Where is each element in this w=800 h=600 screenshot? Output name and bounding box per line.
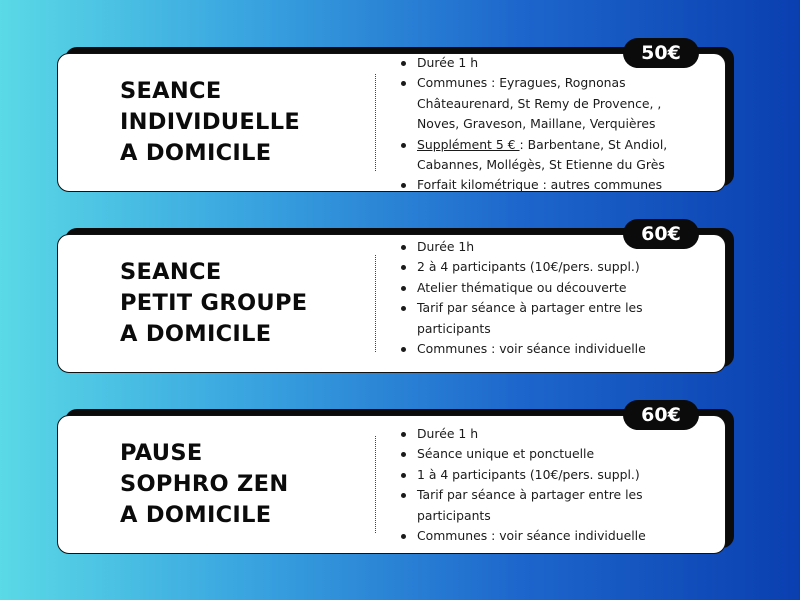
list-item-text: Communes : voir séance individuelle [417,341,646,357]
list-item [397,175,697,195]
offer-title-line: SOPHRO ZEN [120,471,289,497]
list-item-text: : Barbentane, St Andiol, Cabannes, Mollégès, St Etienne du Grès [417,136,668,173]
offer-title-line: SEANCE [120,78,222,104]
list-item-text: 1 à 4 participants (10€/pers. suppl.) [417,466,640,482]
offer-title [120,235,307,372]
list-item-text: Tarif par séance à partager entre les participants [417,487,643,523]
offer-details-list [397,424,697,546]
offer-title-line: PAUSE [120,440,203,466]
list-item-text: Communes : voir séance individuelle [417,528,646,544]
list-item-text: Durée 1 h [417,55,479,70]
offer-title-line: A DOMICILE [120,502,272,528]
list-item [397,298,697,339]
dotted-divider [375,74,376,171]
offer-title-line: SEANCE [120,259,222,285]
offer-title [120,54,300,191]
offer-title-line: PETIT GROUPE [120,290,308,316]
offer-title-line: INDIVIDUELLE [120,109,300,135]
supplement-label: Supplément 5 € [417,136,520,152]
list-item-text: 2 à 4 participants (10€/pers. suppl.) [417,259,640,275]
list-item-text: Forfait kilométrique : autres communes [417,177,663,193]
list-item [397,339,697,359]
list-item [397,278,697,298]
list-item-text: Durée 1h [417,239,475,254]
offer-card-pause-sophro-zen [57,400,728,560]
price-badge: 60€ [623,400,699,430]
list-item [397,485,697,526]
list-item-text: Durée 1 h [417,426,479,441]
offer-title-line: A DOMICILE [120,321,272,347]
offer-card-petit-groupe [57,219,728,379]
list-item-text: Tarif par séance à partager entre les participants [417,300,643,336]
offer-title [120,416,288,553]
list-item [397,465,697,485]
list-item [397,526,697,546]
dotted-divider [375,436,376,533]
price-badge: 60€ [623,219,699,249]
dotted-divider [375,255,376,352]
offer-title-line: A DOMICILE [120,140,272,166]
offer-card-individuelle [57,38,728,198]
list-item-text: Communes : Eyragues, Rognonas Châteaurenard, St Remy de Provence, , Noves, Graveson, Maillane, Verquières [417,75,662,132]
offer-details-list [397,237,697,359]
list-item [397,135,697,176]
list-item [397,257,697,277]
offer-details-list [397,53,697,196]
price-badge: 50€ [623,38,699,68]
list-item-text: Atelier thématique ou découverte [417,279,627,295]
list-item [397,444,697,464]
list-item-text: Séance unique et ponctuelle [417,446,595,462]
list-item [397,73,697,134]
